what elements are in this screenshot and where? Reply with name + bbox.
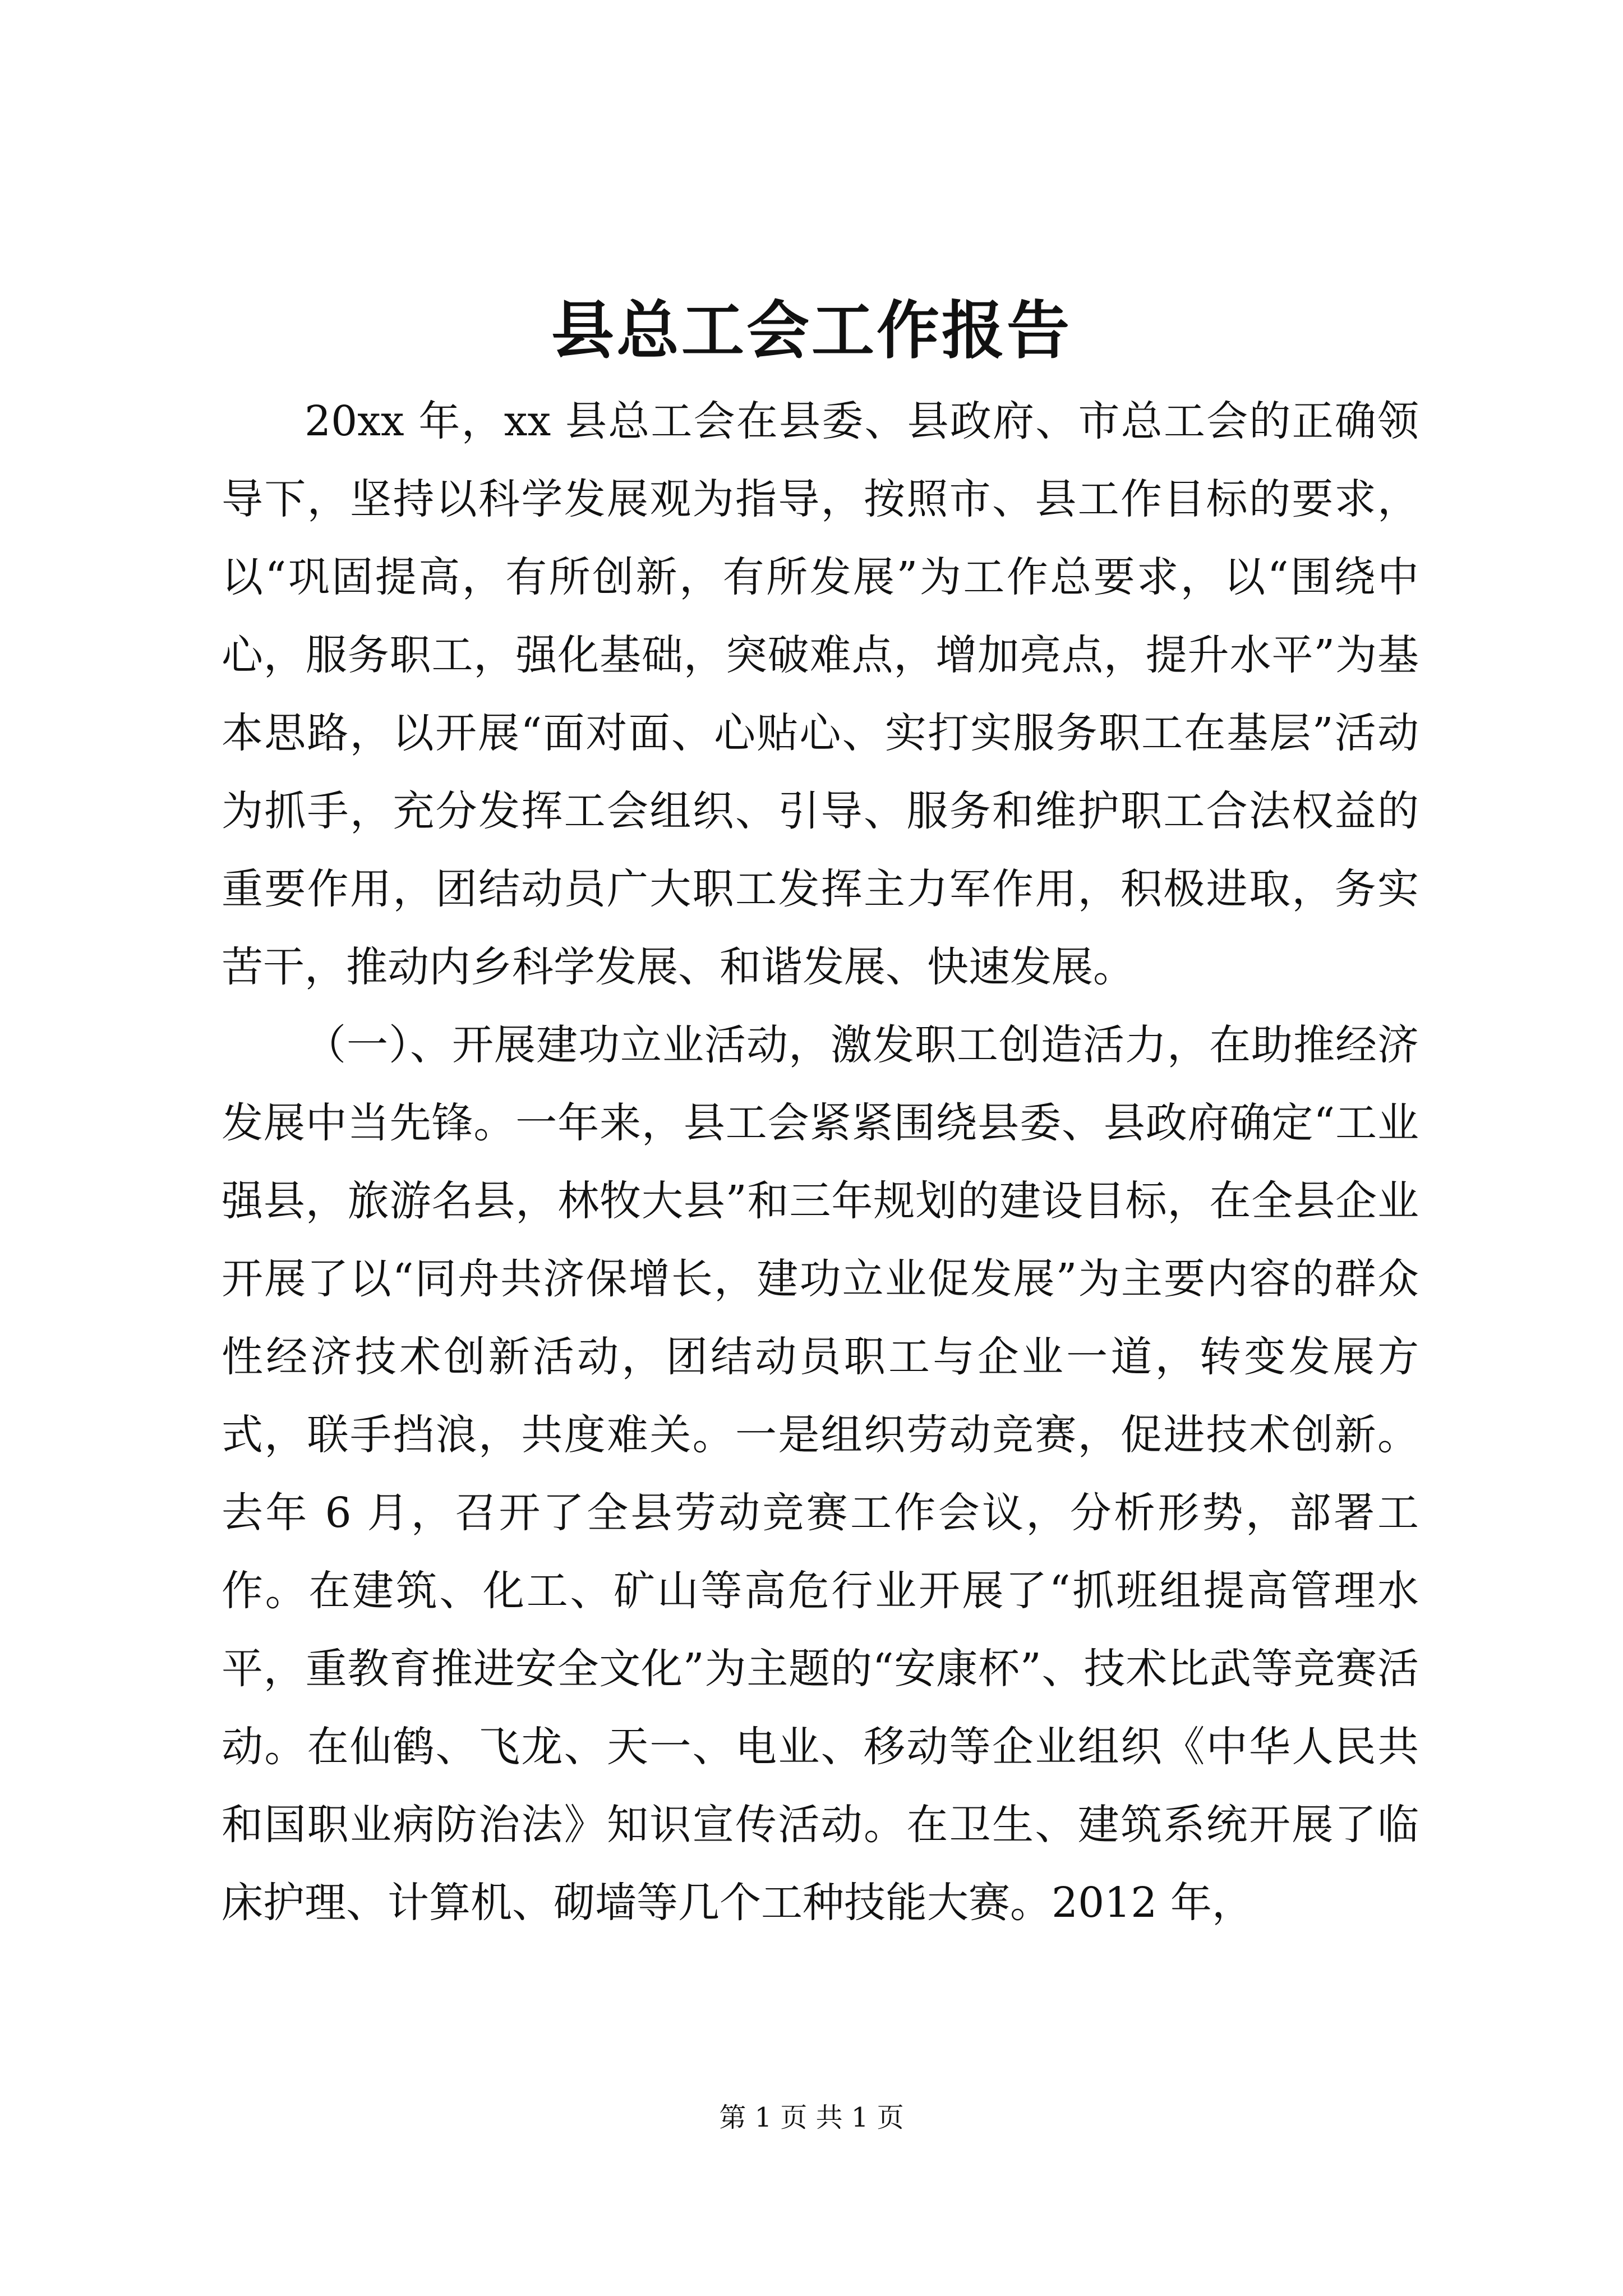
document-body — [222, 383, 1419, 1942]
paragraph-intro: 20xx 年，xx 县总工会在县委、县政府、市总工会的正确领导下，坚持以科学发展观为指导，按照市、县工作目标的要求，以“巩固提高，有所创新，有所发展”为工作总要求，以“围绕中心，服务职工，强化基础，突破难点，增加亮点，提升水平”为基本思路，以开展“面对面、心贴心、实打实服务职工在基层”活动为抓手，充分发挥工会组织、引导、服务和维护职工合法权益的重要作用，团结动员广大职工发挥主力军作用，积极进取，务实苦干，推动内乡科学发展、和谐发展、快速发展。 — [222, 397, 1419, 991]
paragraph-section-1: （一）、开展建功立业活动，激发职工创造活力，在助推经济发展中当先锋。一年来，县工会紧紧围绕县委、县政府确定“工业强县，旅游名县，林牧大县”和三年规划的建设目标，在全县企业开展了以“同舟共济保增长，建功立业促发展”为主要内容的群众性经济技术创新活动，团结动员职工与企业一道，转变发展方式，联手挡浪，共度难关。一是组织劳动竞赛，促进技术创新。去年 6 月，召开了全县劳动竞赛工作会议，分析形势，部署工作。在建筑、化工、矿山等高危行业开展了“抓班组提高管理水平，重教育推进安全文化”为主题的“安康杯”、技术比武等竞赛活动。在仙鹤、飞龙、天一、电业、移动等企业组织《中华人民共和国职业病防治法》知识宣传活动。在卫生、建筑系统开展了临床护理、计算机、砌墙等几个工种技能大赛。2012 年， — [222, 1021, 1419, 1927]
document-title: 县总工会工作报告 — [551, 294, 1072, 367]
page-footer: 第 1 页 共 1 页 — [719, 2102, 904, 2133]
